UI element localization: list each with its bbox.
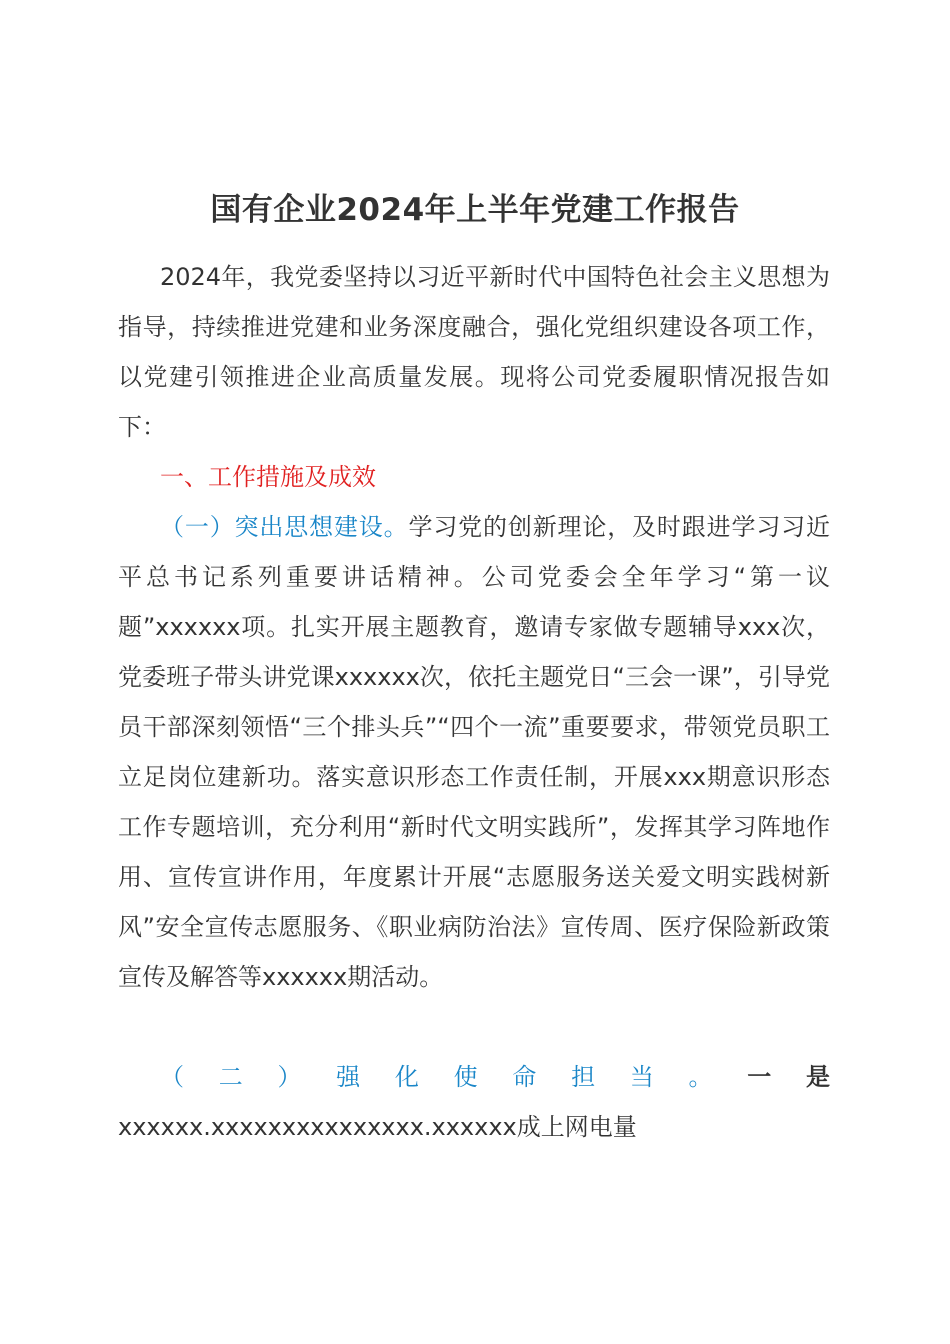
document-title: 国有企业2024年上半年党建工作报告 <box>210 192 740 228</box>
subsection-heading-ideological: （一）突出思想建设。 <box>160 513 409 541</box>
subsection-body-ideological: 学习党的创新理论，及时跟进学习习近平总书记系列重要讲话精神。公司党委会全年学习“第一议题”xxxxxx项。扎实开展主题教育，邀请专家做专题辅导xxx次，党委班子带头讲党课xxxxxx次，依托主题党日“三会一课”，引导党员干部深刻领悟“三个排头兵”“四个一流”重要要求，带领党员职工立足岗位建新功。落实意识形态工作责任制，开展xxx期意识形态工作专题培训，充分利用“新时代文明实践所”，发挥其学习阵地作用、宣传宣讲作用，年度累计开展“志愿服务送关爱文明实践树新风”安全宣传志愿服务、《职业病防治法》宣传周、医疗保险新政策宣传及解答等xxxxxx期活动。 <box>118 513 831 991</box>
subsection-lead-mission: 一是 <box>747 1063 831 1091</box>
paragraph-mission <box>118 1052 830 1152</box>
paragraph-ideological-building <box>118 502 830 1002</box>
subsection-body-mission: xxxxxx.xxxxxxxxxxxxxxx.xxxxxx成上网电量 <box>118 1113 637 1141</box>
subsection-heading-mission: （二）强化使命担当。 <box>160 1063 748 1091</box>
intro-paragraph: 2024年，我党委坚持以习近平新时代中国特色社会主义思想为指导，持续推进党建和业务深度融合，强化党组织建设各项工作，以党建引领推进企业高质量发展。现将公司党委履职情况报告如下： <box>118 263 830 441</box>
section-heading-measures: 一、工作措施及成效 <box>160 463 376 491</box>
